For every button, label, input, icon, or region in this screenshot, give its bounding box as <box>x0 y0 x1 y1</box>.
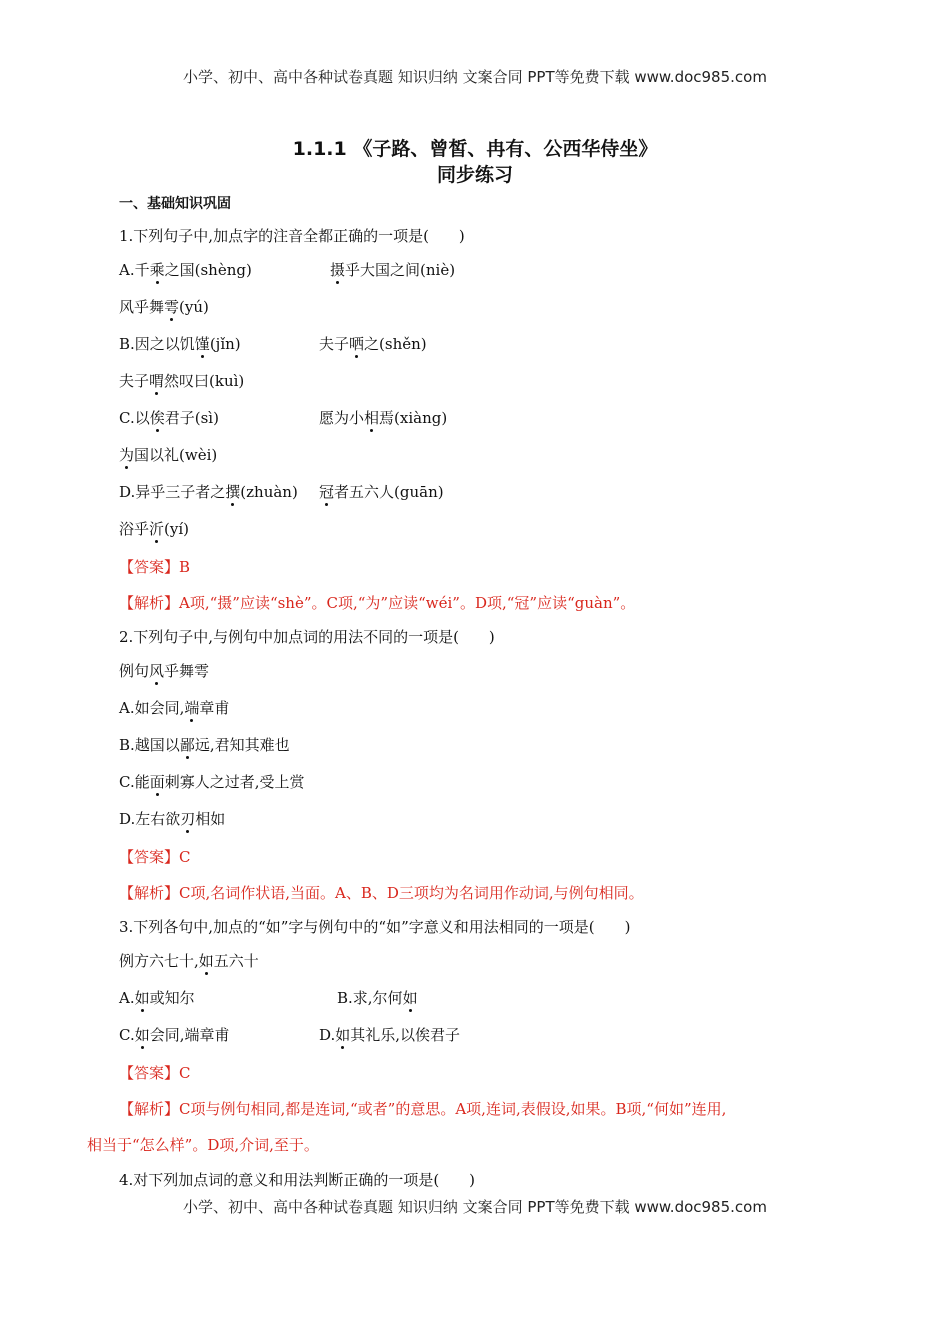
page-footer: 小学、初中、高中各种试卷真题 知识归纳 文案合同 PPT等免费下载 www.doc985.com <box>183 1198 767 1216</box>
q3-answer: 【答案】C <box>119 1064 191 1082</box>
q1-option-d2: 冠者五六人(guān) <box>319 483 444 501</box>
q3-example: 例方六七十,如五六十 <box>119 952 259 970</box>
page-subtitle: 同步练习 <box>436 164 513 186</box>
question-1-stem: 1.下列句子中,加点字的注音全都正确的一项是( ) <box>119 227 465 245</box>
q1-option-c2: 愿为小相焉(xiàng) <box>319 409 448 427</box>
q1-option-c1: C.以俟君子(sì) <box>119 409 219 427</box>
q2-option-b: B.越国以鄙远,君知其难也 <box>119 736 290 754</box>
q1-option-b1: B.因之以饥馑(jǐn) <box>119 335 241 353</box>
q1-answer: 【答案】B <box>119 558 191 576</box>
q3-option-d: D.如其礼乐,以俟君子 <box>319 1026 461 1044</box>
q1-option-b2: 夫子哂之(shěn) <box>319 335 427 353</box>
q1-option-a1: A.千乘之国(shèng) <box>119 261 252 279</box>
q1-option-b3: 夫子喟然叹曰(kuì) <box>119 372 245 390</box>
q3-analysis-line1: 【解析】C项与例句相同,都是连词,“或者”的意思。A项,连词,表假设,如果。B项,“何如”连用, <box>119 1100 727 1118</box>
q3-option-a: A.如或知尔 <box>119 989 195 1007</box>
q2-analysis: 【解析】C项,名词作状语,当面。A、B、D三项均为名词用作动词,与例句相同。 <box>119 884 644 902</box>
q1-option-d3: 浴乎沂(yí) <box>119 520 190 538</box>
section-heading: 一、基础知识巩固 <box>119 196 231 212</box>
q1-option-c3: 为国以礼(wèi) <box>119 446 218 464</box>
question-3-stem: 3.下列各句中,加点的“如”字与例句中的“如”字意义和用法相同的一项是( ) <box>119 918 631 936</box>
q2-example: 例句风乎舞雩 <box>119 662 210 680</box>
q3-option-b: B.求,尔何如 <box>337 989 418 1007</box>
q1-option-a2: 摄乎大国之间(niè) <box>330 261 456 279</box>
page-title: 1.1.1 《子路、曾皙、冉有、公西华侍坐》 <box>292 138 658 160</box>
q2-option-a: A.如会同,端章甫 <box>119 699 230 717</box>
page-header: 小学、初中、高中各种试卷真题 知识归纳 文案合同 PPT等免费下载 www.doc985.com <box>183 68 767 86</box>
question-2-stem: 2.下列句子中,与例句中加点词的用法不同的一项是( ) <box>119 628 495 646</box>
q2-option-c: C.能面刺寡人之过者,受上赏 <box>119 773 305 791</box>
q2-answer: 【答案】C <box>119 848 191 866</box>
q1-analysis: 【解析】A项,“摄”应读“shè”。C项,“为”应读“wéi”。D项,“冠”应读“guàn”。 <box>119 594 636 612</box>
q1-option-d1: D.异乎三子者之撰(zhuàn) <box>119 483 298 501</box>
question-4-stem: 4.对下列加点词的意义和用法判断正确的一项是( ) <box>119 1171 476 1189</box>
q2-option-d: D.左右欲刃相如 <box>119 810 226 828</box>
q1-option-a3: 风乎舞雩(yú) <box>119 298 209 316</box>
q3-analysis-line2: 相当于“怎么样”。D项,介词,至于。 <box>87 1136 319 1154</box>
q3-option-c: C.如会同,端章甫 <box>119 1026 230 1044</box>
